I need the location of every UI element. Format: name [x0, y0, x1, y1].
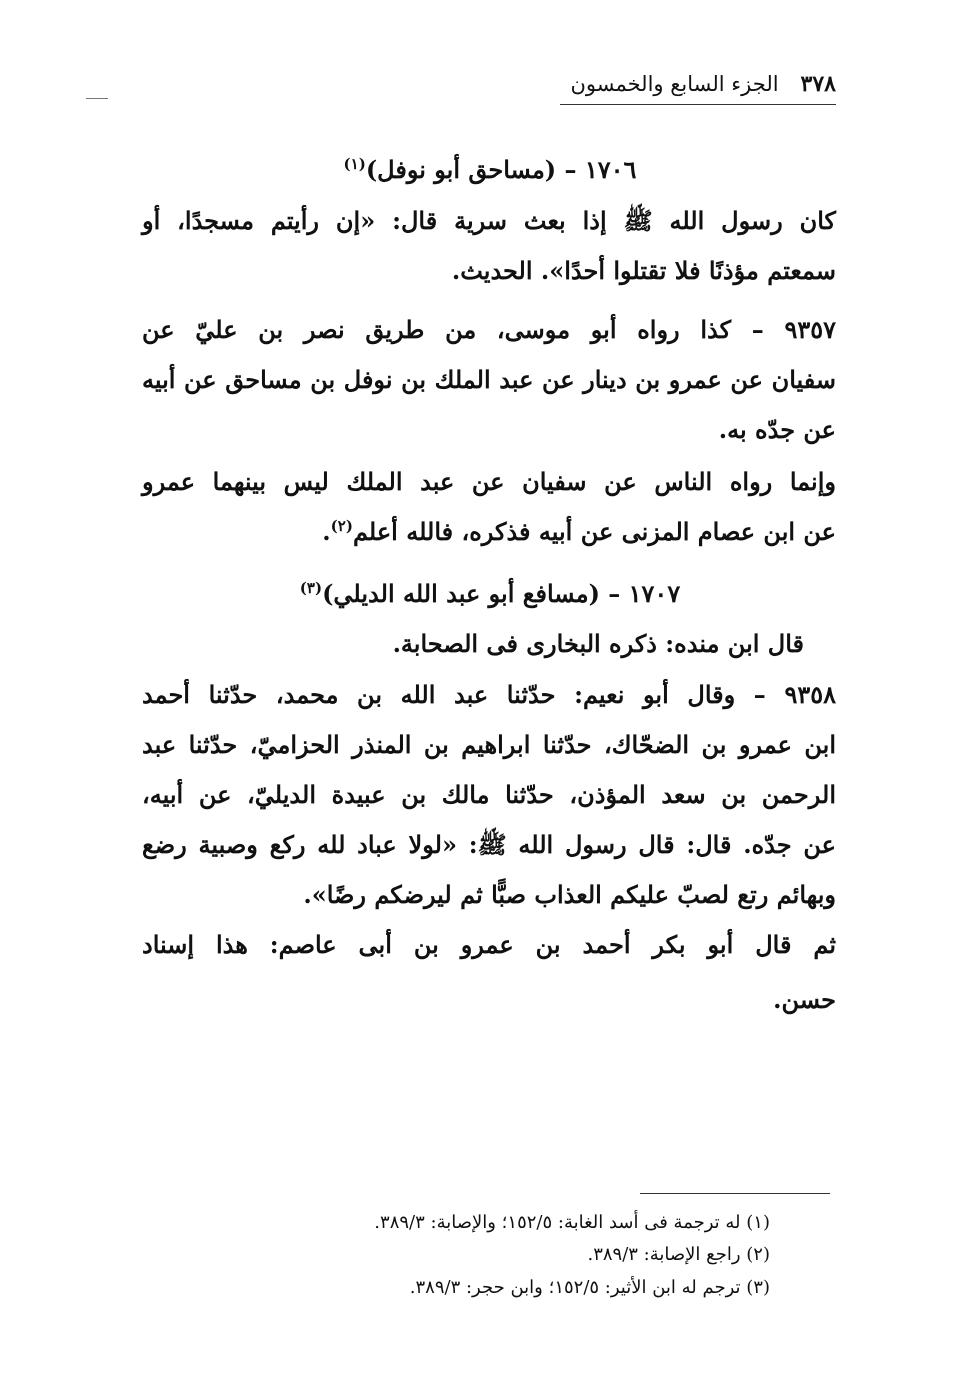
text-line: كان رسول الله ﷺ إذا بعث سرية قال: «إن رأيتم مسجدًا، أو [142, 206, 836, 235]
header-rule [560, 104, 836, 105]
footnote-3: (٣) ترجم له ابن الأثير: ١٥٢/٥؛ وابن حجر: ٣٨٩/٣. [409, 1277, 770, 1298]
running-header [560, 64, 836, 104]
entry-heading-1707 [280, 574, 700, 614]
text-line: وإنما رواه الناس عن سفيان عن عبد الملك ليس بينهما عمرو [142, 467, 836, 496]
text-span: عن ابن عصام المزنى عن أبيه فذكره، فالله أعلم [352, 517, 836, 546]
text-line: الرحمن بن سعد المؤذن، حدّثنا مالك بن عبيدة الديليّ، عن أبيه، [142, 780, 836, 809]
text-line: ابن عمرو بن الضحّاك، حدّثنا ابراهيم بن المنذر الحزاميّ، حدّثنا عبد [142, 730, 836, 759]
footnote-ref: (١) [343, 155, 366, 173]
text-line: ٩٣٥٨ – وقال أبو نعيم: حدّثنا عبد الله بن محمد، حدّثنا أحمد [142, 680, 836, 709]
text-line: سفيان عن عمرو بن دينار عن عبد الملك بن نوفل بن مساحق عن أبيه [142, 365, 836, 394]
text-line: ثم قال أبو بكر أحمد بن عمرو بن أبى عاصم: هذا إسناد [142, 930, 836, 959]
volume-title: الجزء السابع والخمسون [570, 72, 779, 96]
footnote-rule [640, 1193, 830, 1194]
text-line [136, 512, 836, 552]
entry-heading-text: ١٧٠٦ – (مساحق أبو نوفل) [365, 155, 637, 184]
footnote-1: (١) له ترجمة فى أسد الغابة: ١٥٢/٥؛ والإصابة: ٣٨٩/٣. [374, 1212, 770, 1233]
page-number: ٣٧٨ [800, 71, 836, 97]
footnote-ref: (٣) [299, 579, 323, 597]
text-span: . [322, 517, 331, 546]
text-line: عن جدّه به. [718, 415, 836, 444]
entry-heading-1706 [300, 150, 680, 190]
footnote-ref: (٢) [330, 517, 353, 535]
footnote-2: (٢) راجع الإصابة: ٣٨٩/٣. [587, 1244, 770, 1265]
entry-heading-text: ١٧٠٧ – (مسافع أبو عبد الله الديلي) [322, 579, 681, 608]
text-line: حسن. [773, 985, 836, 1014]
margin-mark [86, 98, 108, 99]
text-line: قال ابن منده: ذكره البخارى فى الصحابة. [392, 629, 804, 658]
text-line: عن جدّه. قال: قال رسول الله ﷺ: «لولا عباد لله ركع وصبية رضع [142, 830, 836, 859]
text-line: سمعتم مؤذنًا فلا تقتلوا أحدًا». الحديث. [451, 256, 836, 285]
text-line: ٩٣٥٧ – كذا رواه أبو موسى، من طريق نصر بن عليّ عن [142, 315, 836, 344]
text-line: وبهائم رتع لصبّ عليكم العذاب صبًّا ثم ليرضكم رضًا». [303, 880, 836, 909]
